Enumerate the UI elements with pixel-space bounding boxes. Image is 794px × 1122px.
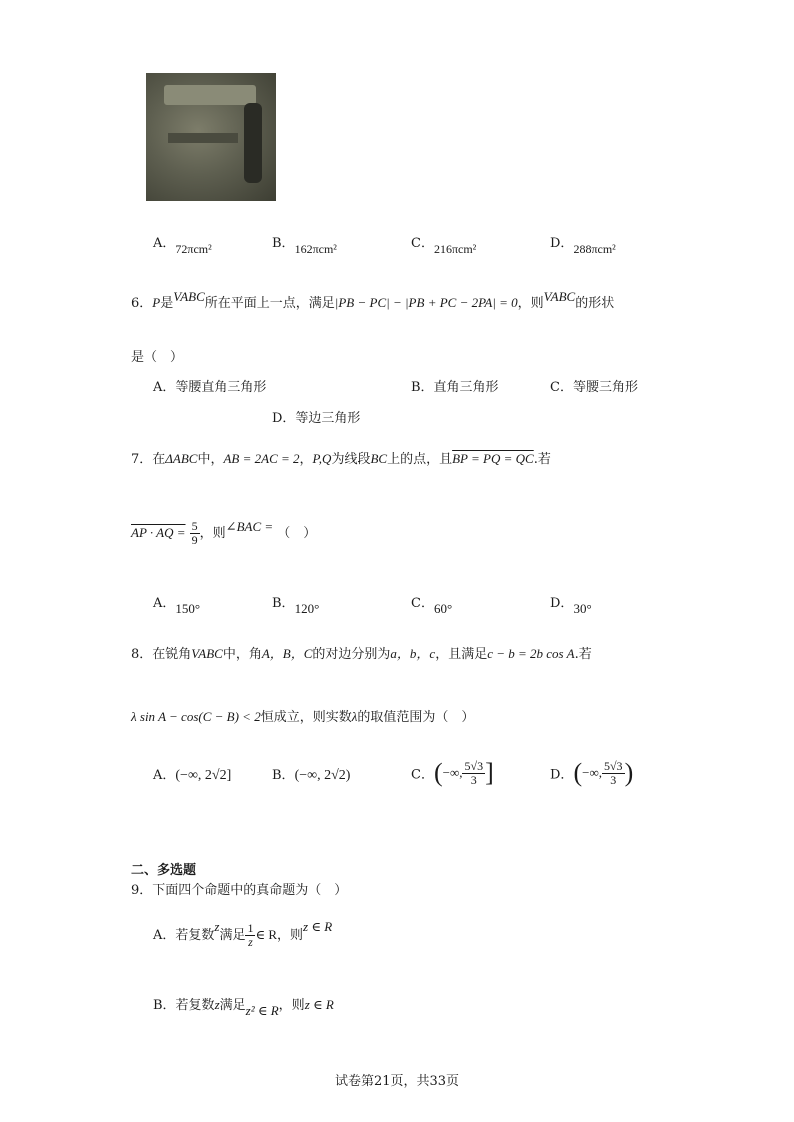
q6-option-a[interactable]: A．等腰直角三角形 <box>153 380 267 395</box>
q8-option-c[interactable]: C．(−∞, $\frac{5√3}{3}$ ] <box>411 758 494 787</box>
q8-c-fraction: $\frac{5√3}{3}$ <box>464 758 484 787</box>
q8-option-b[interactable]: B．(−∞, 2√2) <box>272 768 351 783</box>
q5-option-d[interactable]: D．288πcm² <box>550 236 616 256</box>
q6-stem-line2: 是（ ） <box>131 350 184 365</box>
q6-stem: 6．P是VABC所在平面上一点，满足|PB − PC| − |PB + PC − 2PA| = 0，则VABC的形状 <box>131 289 615 311</box>
q7-stem-line2: AP · AQ = $\frac{5}{9}$ ，则∠BAC = （ ） <box>131 519 317 547</box>
q7-option-b[interactable]: B．120° <box>272 596 320 616</box>
q7-option-d[interactable]: D．30° <box>550 596 592 616</box>
q9-option-b[interactable]: B．若复数z满足z² ∈ R，则z ∈ R <box>153 997 334 1018</box>
q5-option-a[interactable]: A．72πcm² <box>153 236 212 256</box>
q8-d-fraction: $\frac{5√3}{3}$ <box>603 758 623 787</box>
q6-option-c[interactable]: C．等腰三角形 <box>550 380 638 395</box>
q9-option-a[interactable]: A．若复数z满足 $\frac{1}{z}$ ∈ R，则z ∈ R <box>153 919 333 949</box>
photo-shadow-side <box>244 103 262 183</box>
q7-option-a[interactable]: A．150° <box>153 596 201 616</box>
q8-option-d[interactable]: D．(−∞, $\frac{5√3}{3}$ ) <box>550 758 634 787</box>
photo-top-face <box>164 85 256 105</box>
photo-band <box>168 133 238 143</box>
q9-a-fraction: $\frac{1}{z}$ <box>247 921 254 949</box>
q7-option-c[interactable]: C．60° <box>411 596 453 616</box>
q8-stem: 8．在锐角VABC中，角A，B，C的对边分别为a，b，c，且满足c − b = 2b cos A.若 <box>131 646 592 662</box>
q5-option-b[interactable]: B．162πcm² <box>272 236 337 256</box>
q8-option-a[interactable]: A．(−∞, 2√2] <box>153 768 232 783</box>
artifact-photo <box>146 73 276 201</box>
q9-stem: 9．下面四个命题中的真命题为（ ） <box>131 883 348 898</box>
page-footer: 试卷第21页，共33页 <box>334 1074 460 1089</box>
q7-fraction: $\frac{5}{9}$ <box>191 519 198 547</box>
q6-option-b[interactable]: B．直角三角形 <box>411 380 499 395</box>
q5-option-c[interactable]: C．216πcm² <box>411 236 477 256</box>
q6-option-d[interactable]: D．等边三角形 <box>272 411 361 426</box>
q8-stem-line2: λ sin A − cos(C − B) < 2恒成立，则实数λ的取值范围为（ ） <box>131 709 475 725</box>
section-title-multiple-choice: 二、多选题 <box>131 863 197 878</box>
q7-stem: 7．在ΔABC中，AB = 2AC = 2，P,Q为线段BC上的点，且BP = PQ = QC.若 <box>131 451 551 467</box>
